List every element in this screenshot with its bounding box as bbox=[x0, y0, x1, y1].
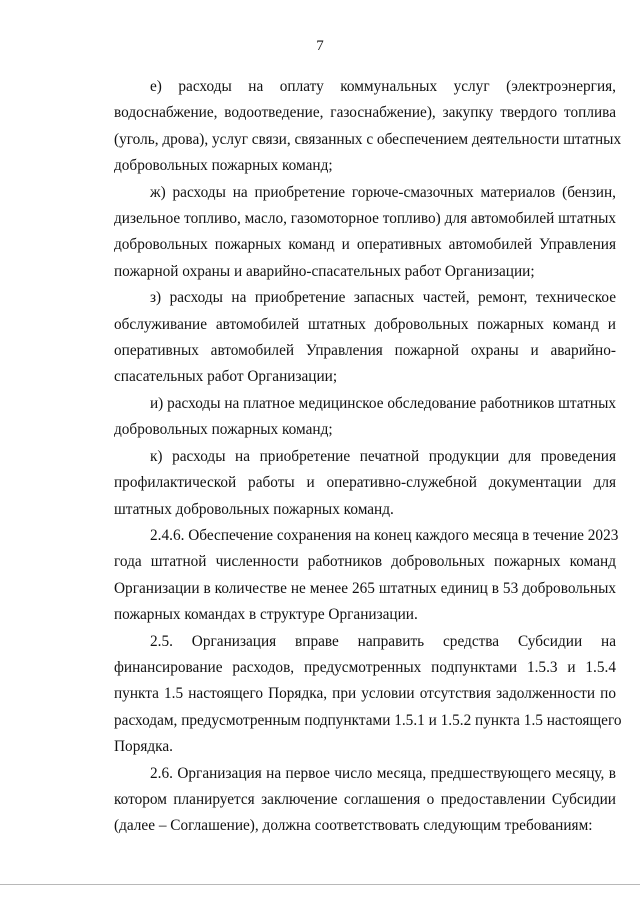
paragraph-zh bbox=[114, 180, 616, 286]
text-line: добровольных пожарных команд; bbox=[114, 157, 333, 175]
page-bottom-divider bbox=[0, 884, 640, 885]
text-line: пожарных командах в структуре Организации. bbox=[114, 606, 418, 624]
paragraph-k bbox=[114, 444, 616, 523]
text-line: Организации в количестве не менее 265 штатных единиц в 53 добровольных bbox=[114, 579, 616, 597]
text-line: котором планируется заключение соглашения о предоставлении Субсидии bbox=[114, 790, 616, 808]
paragraph-z bbox=[114, 285, 616, 391]
document-body bbox=[114, 74, 622, 840]
paragraph-2-5 bbox=[114, 629, 622, 761]
paragraph-i bbox=[114, 391, 616, 444]
text-line: (уголь, дрова), услуг связи, связанных с обеспечением деятельности штатных bbox=[114, 130, 622, 148]
text-line: 2.6. Организация на первое число месяца, предшествующего месяцу, в bbox=[150, 764, 616, 782]
text-line: пожарной охраны и аварийно-спасательных работ Организации; bbox=[114, 262, 535, 280]
text-line: ж) расходы на приобретение горюче-смазочных материалов (бензин, bbox=[150, 183, 616, 201]
text-line: расходам, предусмотренным подпунктами 1.5.1 и 1.5.2 пункта 1.5 настоящего bbox=[114, 711, 622, 729]
paragraph-2-4-6 bbox=[114, 523, 619, 629]
paragraph-2-6 bbox=[114, 761, 616, 840]
text-line: обслуживание автомобилей штатных добровольных пожарных команд и bbox=[114, 315, 616, 333]
text-line: добровольных пожарных команд; bbox=[114, 421, 333, 439]
text-line: к) расходы на приобретение печатной продукции для проведения bbox=[150, 447, 616, 465]
text-line: водоснабжение, водоотведение, газоснабжение), закупку твердого топлива bbox=[114, 104, 616, 122]
text-line: е) расходы на оплату коммунальных услуг (электроэнергия, bbox=[150, 78, 616, 95]
text-line: дизельное топливо, масло, газомоторное топливо) для автомобилей штатных bbox=[114, 210, 616, 228]
text-line: 2.4.6. Обеспечение сохранения на конец каждого месяца в течение 2023 bbox=[150, 526, 619, 544]
text-line: профилактической работы и оперативно-служебной документации для bbox=[114, 474, 616, 492]
text-line: (далее – Соглашение), должна соответствовать следующим требованиям: bbox=[114, 817, 593, 835]
text-line: оперативных автомобилей Управления пожарной охраны и аварийно- bbox=[114, 342, 616, 360]
text-line: пункта 1.5 настоящего Порядка, при условии отсутствия задолженности по bbox=[114, 685, 616, 703]
text-line: з) расходы на приобретение запасных частей, ремонт, техническое bbox=[150, 289, 616, 307]
text-line: добровольных пожарных команд и оперативных автомобилей Управления bbox=[114, 236, 616, 254]
page-number: 7 bbox=[316, 38, 324, 54]
paragraph-e bbox=[114, 74, 622, 180]
text-line: года штатной численности работников добровольных пожарных команд bbox=[114, 553, 616, 571]
text-line: штатных добровольных пожарных команд. bbox=[114, 500, 394, 518]
text-line: и) расходы на платное медицинское обследование работников штатных bbox=[150, 394, 616, 412]
text-line: спасательных работ Организации; bbox=[114, 368, 338, 386]
text-line: 2.5. Организация вправе направить средства Субсидии на bbox=[150, 632, 616, 650]
text-line: финансирование расходов, предусмотренных подпунктами 1.5.3 и 1.5.4 bbox=[114, 658, 616, 676]
text-line: Порядка. bbox=[114, 738, 173, 756]
